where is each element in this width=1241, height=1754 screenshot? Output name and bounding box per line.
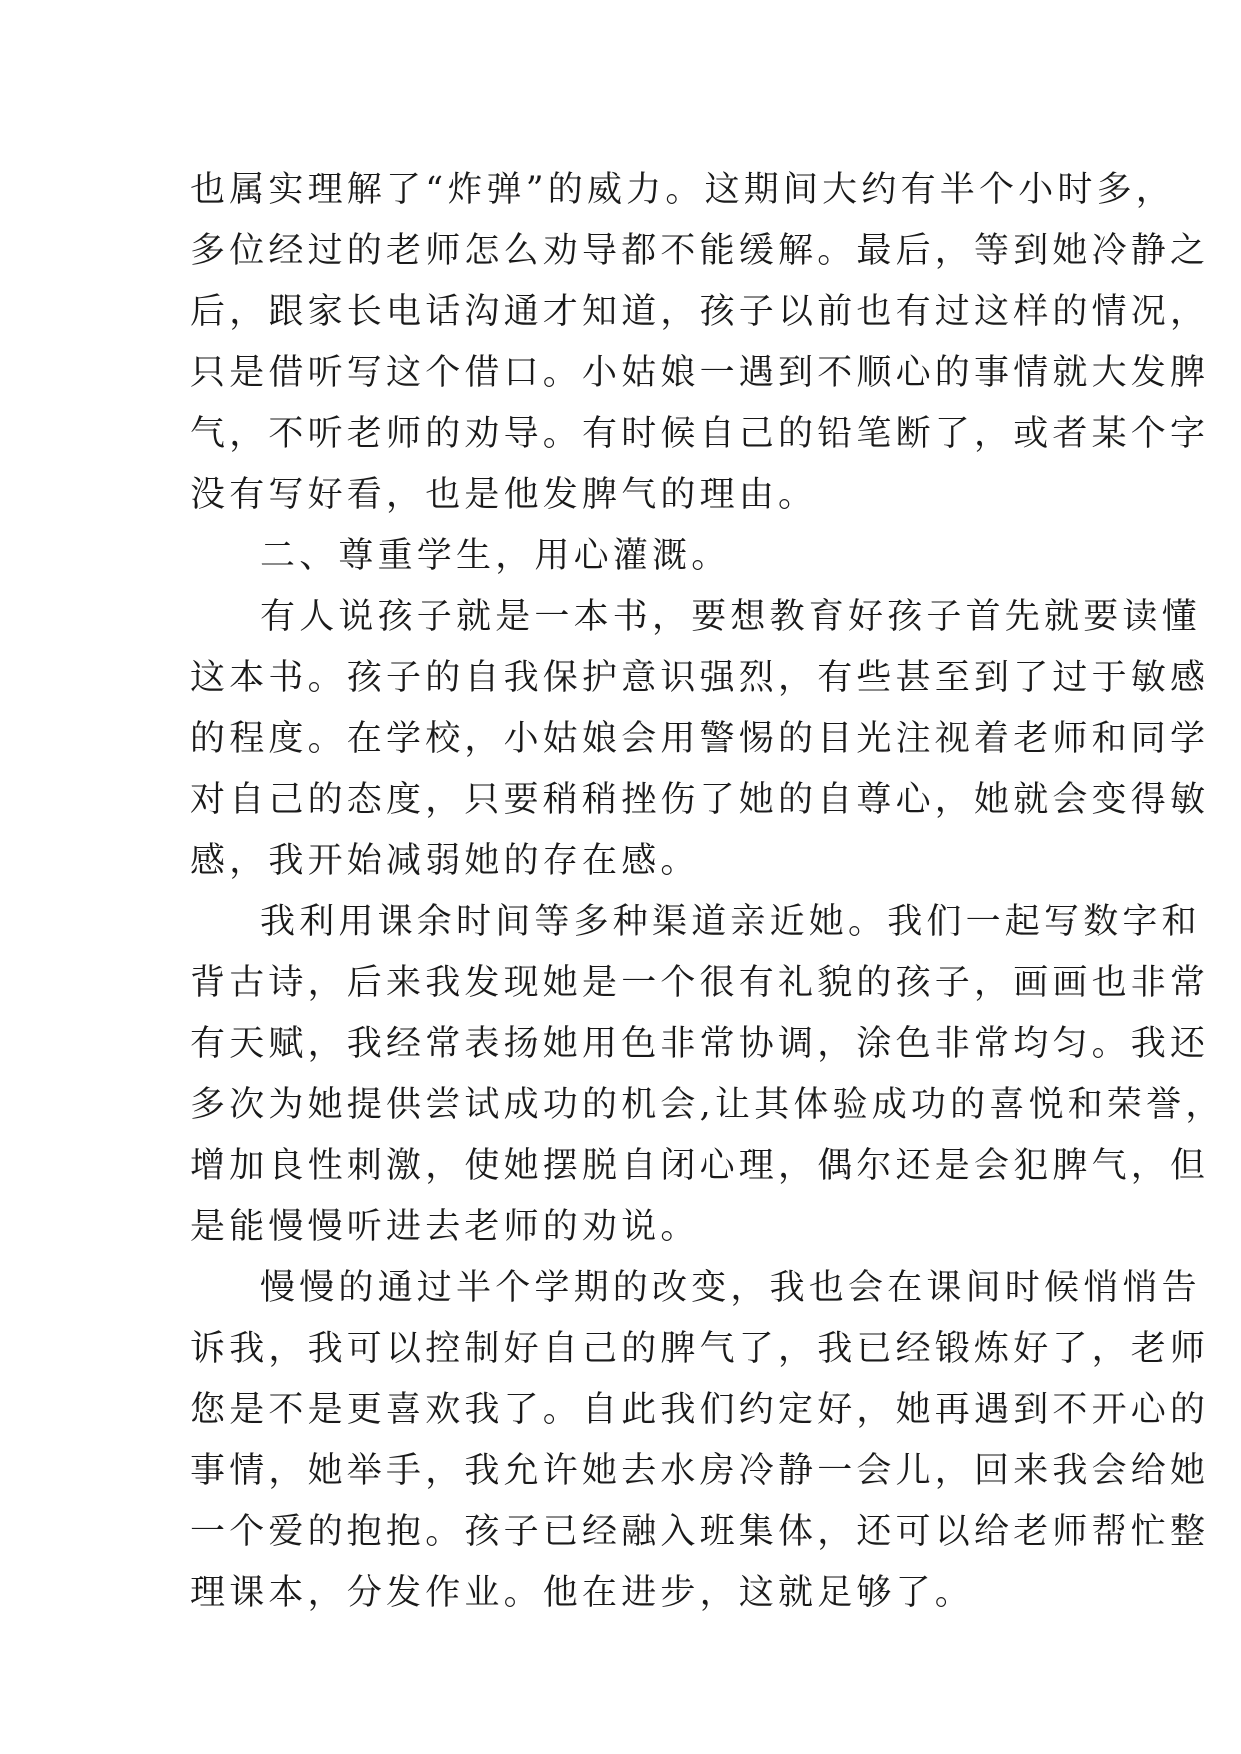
text-line: 多次为她提供尝试成功的机会,让其体验成功的喜悦和荣誉， — [190, 1085, 1225, 1125]
text-line: 有天赋，我经常表扬她用色非常协调，涂色非常均匀。我还 — [190, 1024, 1210, 1064]
text-line: 也属实理解了“炸弹”的威力。这期间大约有半个小时多， — [190, 170, 1175, 210]
text-line: 是能慢慢听进去老师的劝说。 — [190, 1207, 700, 1247]
text-line: 没有写好看，也是他发脾气的理由。 — [190, 475, 818, 515]
text-line: 我利用课余时间等多种渠道亲近她。我们一起写数字和 — [260, 902, 1201, 942]
text-line: 一个爱的抱抱。孩子已经融入班集体，还可以给老师帮忙整 — [190, 1512, 1210, 1552]
text-line: 诉我，我可以控制好自己的脾气了，我已经锻炼好了，老师 — [190, 1329, 1210, 1369]
text-line: 慢慢的通过半个学期的改变，我也会在课间时候悄悄告 — [260, 1268, 1201, 1308]
text-line: 多位经过的老师怎么劝导都不能缓解。最后，等到她冷静之 — [190, 231, 1210, 271]
text-line: 事情，她举手，我允许她去水房冷静一会儿，回来我会给她 — [190, 1451, 1210, 1491]
text-line: 理课本，分发作业。他在进步，这就足够了。 — [190, 1573, 975, 1613]
text-line: 后，跟家长电话沟通才知道，孩子以前也有过这样的情况， — [190, 292, 1210, 332]
text-line: 您是不是更喜欢我了。自此我们约定好，她再遇到不开心的 — [190, 1390, 1210, 1430]
section-heading: 二、尊重学生，用心灌溉。 — [260, 536, 731, 576]
text-line: 的程度。在学校，小姑娘会用警惕的目光注视着老师和同学 — [190, 719, 1210, 759]
text-line: 增加良性刺激，使她摆脱自闭心理，偶尔还是会犯脾气，但 — [190, 1146, 1210, 1186]
text-line: 有人说孩子就是一本书，要想教育好孩子首先就要读懂 — [260, 597, 1201, 637]
text-line: 背古诗，后来我发现她是一个很有礼貌的孩子，画画也非常 — [190, 963, 1210, 1003]
text-line: 感，我开始减弱她的存在感。 — [190, 841, 700, 881]
text-line: 这本书。孩子的自我保护意识强烈，有些甚至到了过于敏感 — [190, 658, 1210, 698]
text-line: 对自己的态度，只要稍稍挫伤了她的自尊心，她就会变得敏 — [190, 780, 1210, 820]
text-line: 只是借听写这个借口。小姑娘一遇到不顺心的事情就大发脾 — [190, 353, 1210, 393]
text-line: 气，不听老师的劝导。有时候自己的铅笔断了，或者某个字 — [190, 414, 1210, 454]
body-text — [190, 160, 1225, 1624]
